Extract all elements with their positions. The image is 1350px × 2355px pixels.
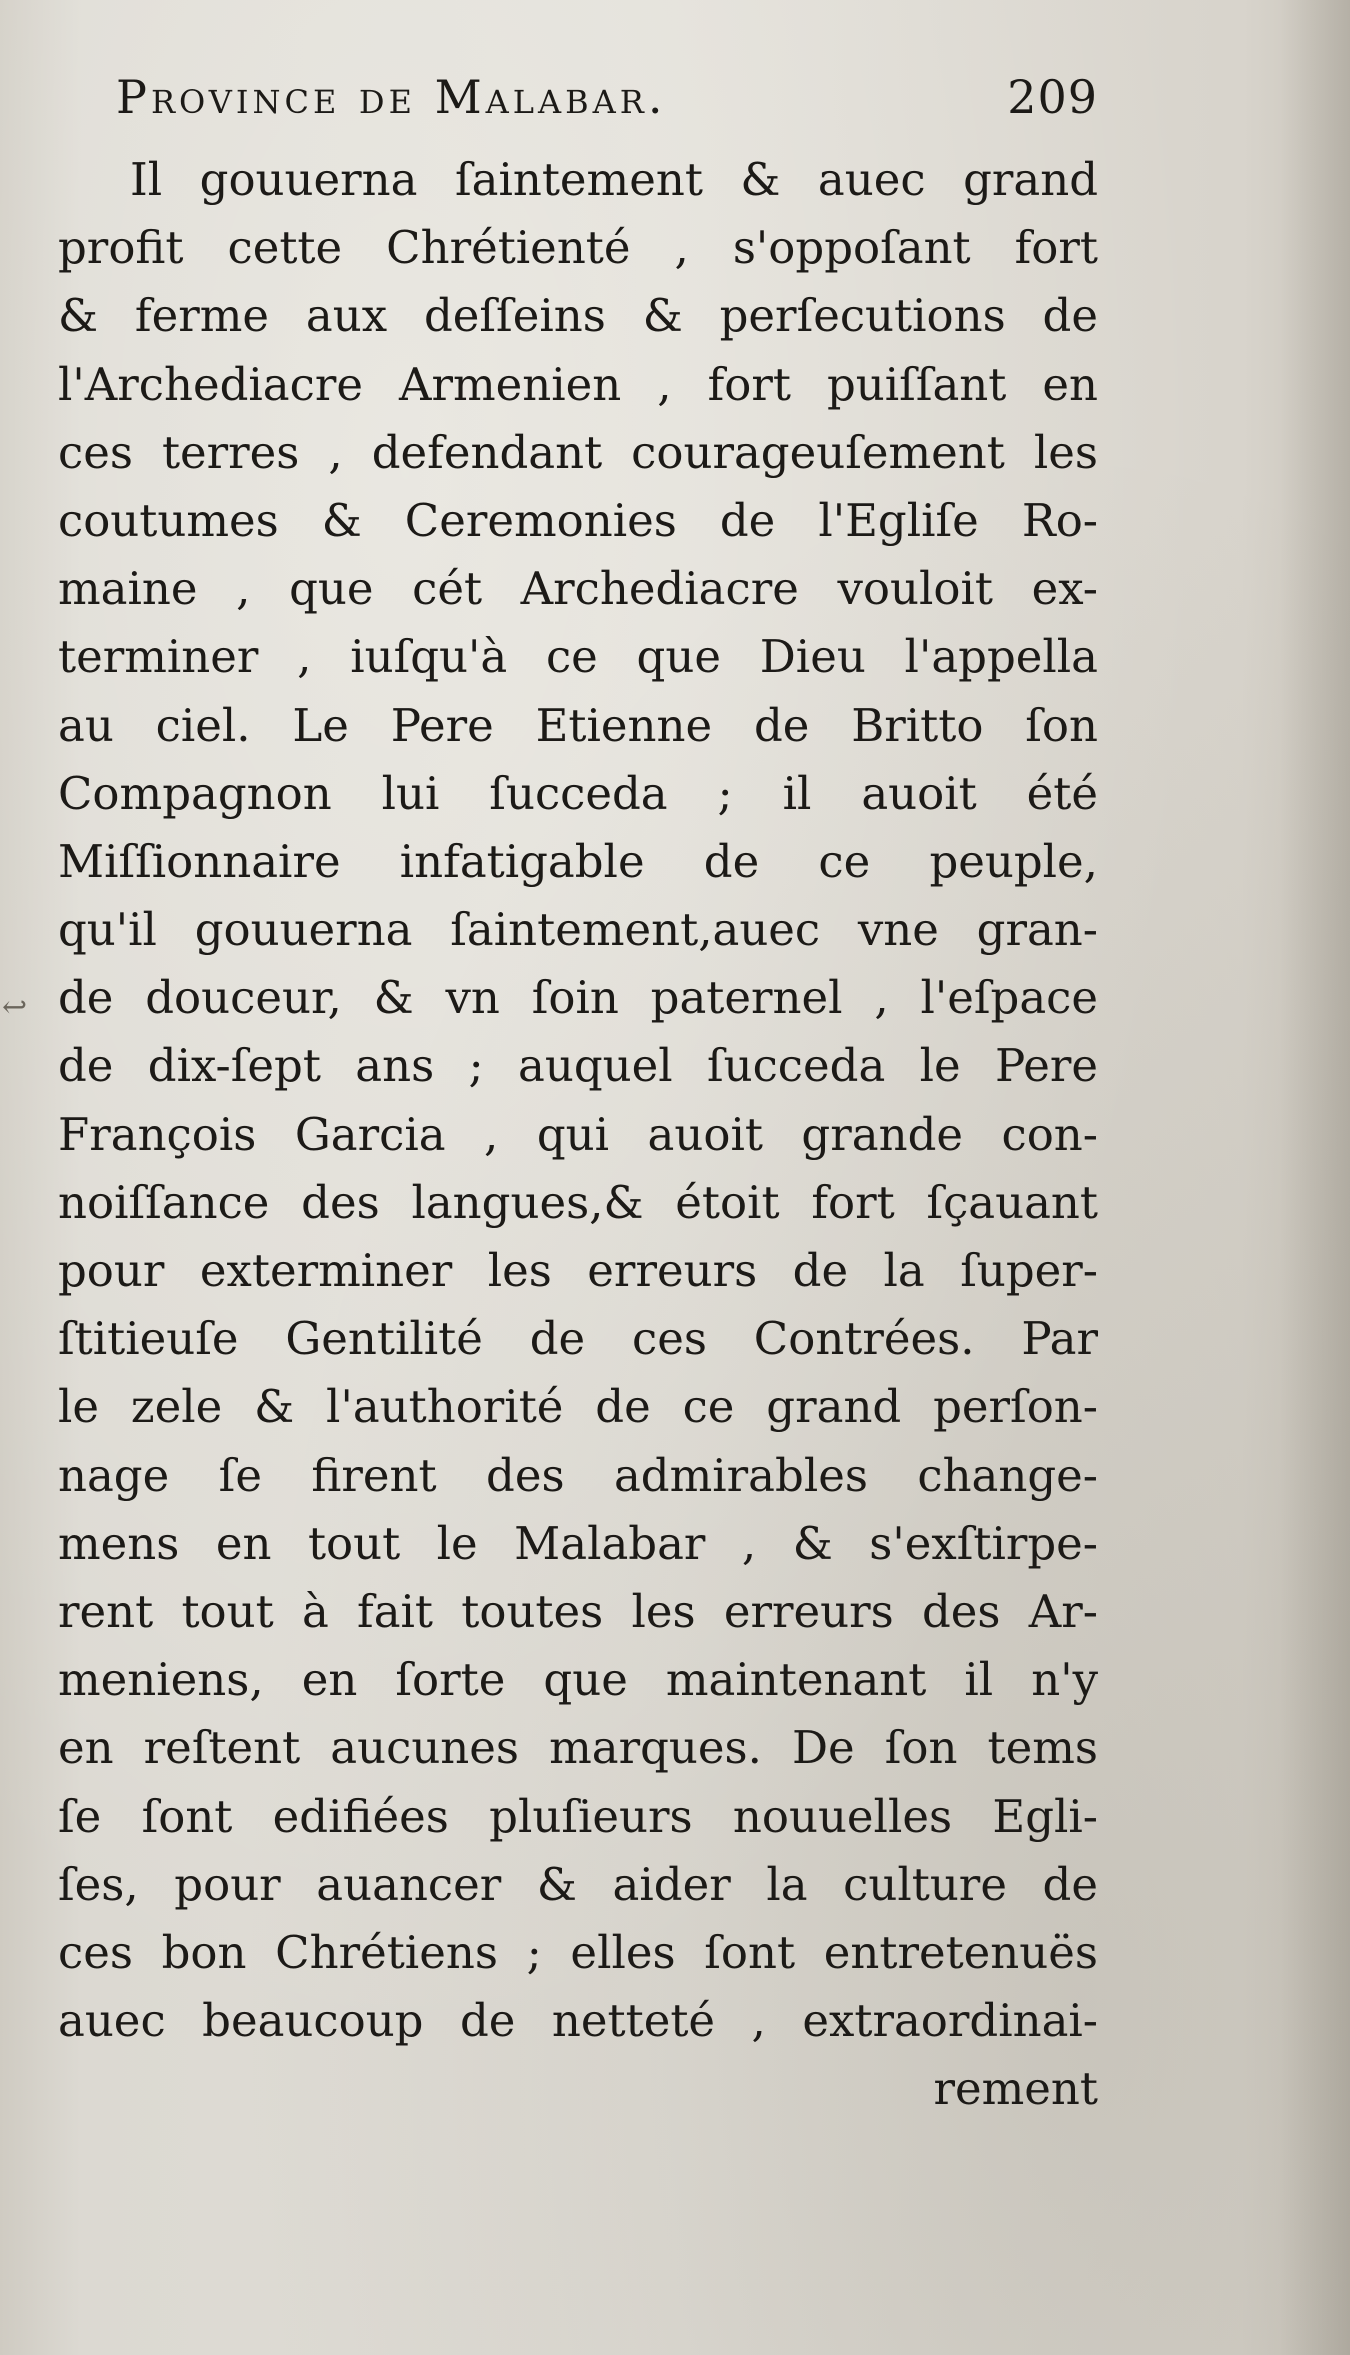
text-line: pour exterminer les erreurs de la ſuper- <box>58 1244 1098 1297</box>
text-line: nage ſe firent des admirables change- <box>58 1448 1098 1502</box>
text-line: de douceur, & vn ſoin paternel , l'eſpace <box>58 971 1098 1025</box>
text-line: en reſtent aucunes marques. De ſon tems <box>58 1721 1098 1775</box>
text-line: meniens, en ſorte que maintenant il n'y <box>58 1653 1098 1707</box>
body-text <box>58 146 1098 2123</box>
running-head-title: Province de Malabar. <box>116 70 667 124</box>
text-line: Il gouuerna ſaintement & auec grand <box>130 153 1098 206</box>
text-line: ſes, pour auancer & aider la culture de <box>58 1857 1098 1911</box>
catchword: rement <box>933 2062 1098 2116</box>
text-line: auec beaucoup de netteté , extraordinai- <box>58 1994 1098 2048</box>
text-block <box>58 70 1098 2123</box>
text-line: qu'il gouuerna ſaintement,auec vne gran- <box>58 903 1098 957</box>
text-line: ſtitieuſe Gentilité de ces Contrées. Par <box>58 1312 1098 1366</box>
text-line: & ferme aux deſſeins & perſecutions de <box>58 289 1098 343</box>
text-line: rent tout à fait toutes les erreurs des Ar- <box>58 1584 1098 1638</box>
text-line: Miſſionnaire infatigable de ce peuple, <box>58 834 1098 888</box>
text-line: l'Archediacre Armenien , fort puiſſant en <box>58 357 1098 411</box>
text-line: ſe ſont edifiées pluſieurs nouuelles Egli- <box>58 1789 1098 1843</box>
page-edge-shadow <box>1280 0 1350 2355</box>
margin-mark: ↩ <box>2 990 28 1025</box>
text-line: François Garcia , qui auoit grande con- <box>58 1107 1098 1161</box>
text-line: le zele & l'authorité de ce grand perſon- <box>58 1380 1098 1434</box>
text-line: coutumes & Ceremonies de l'Egliſe Ro- <box>58 493 1098 547</box>
page-number: 209 <box>1007 70 1098 124</box>
text-line: terminer , iuſqu'à ce que Dieu l'appella <box>58 630 1098 684</box>
text-line: de dix-ſept ans ; auquel ſucceda le Pere <box>58 1039 1098 1093</box>
text-line: noiſſance des langues,& étoit fort ſçauant <box>58 1175 1098 1229</box>
text-line: profit cette Chrétienté , s'oppoſant fort <box>58 221 1098 275</box>
running-head <box>58 70 1098 146</box>
text-line: maine , que cét Archediacre vouloit ex- <box>58 562 1098 616</box>
text-line: ces bon Chrétiens ; elles ſont entretenuës <box>58 1925 1098 1979</box>
text-line: mens en tout le Malabar , & s'exſtirpe- <box>58 1516 1098 1570</box>
text-line: au ciel. Le Pere Etienne de Britto ſon <box>58 698 1098 752</box>
text-line: Compagnon lui ſucceda ; il auoit été <box>58 766 1098 820</box>
text-line: ces terres , defendant courageuſement les <box>58 425 1098 479</box>
